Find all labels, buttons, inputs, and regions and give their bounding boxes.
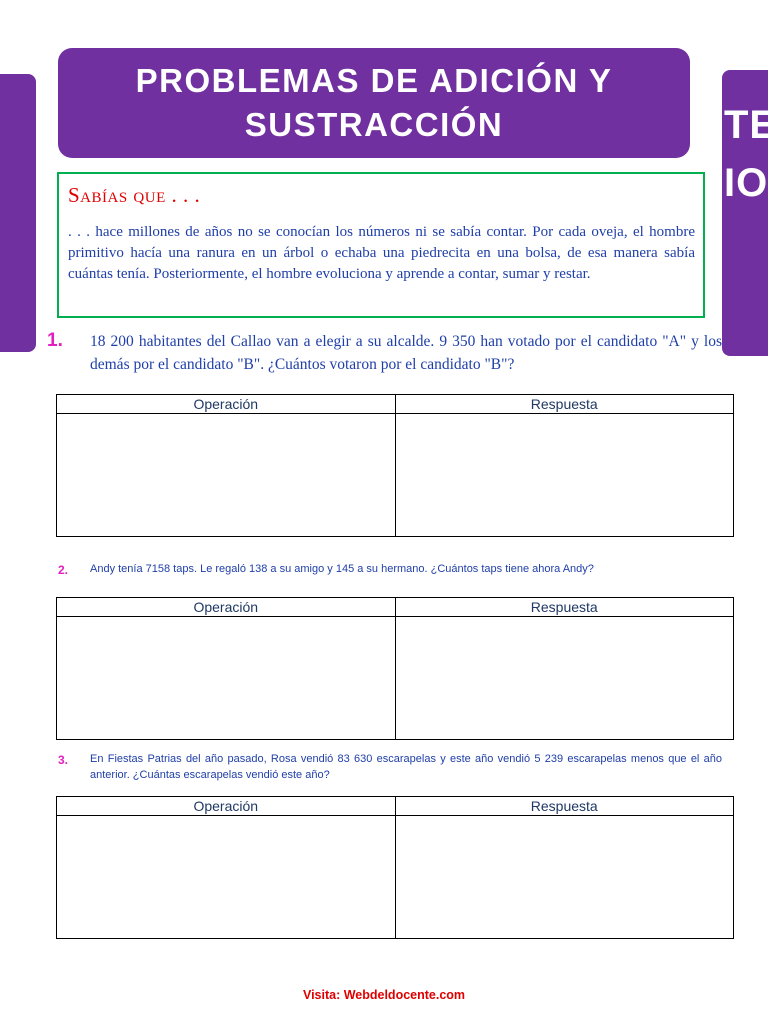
problem-2-text: Andy tenía 7158 taps. Le regaló 138 a su amigo y 145 a su hermano. ¿Cuántos taps tiene ahora Andy? <box>90 563 594 575</box>
right-side-bar <box>722 70 777 356</box>
problem-3-number: 3. <box>58 753 69 767</box>
page-title: PROBLEMAS DE ADICIÓN Y SUSTRACCIÓN <box>135 62 613 143</box>
problem-1-number: 1. <box>47 330 63 351</box>
answer-cell[interactable] <box>395 617 734 740</box>
problem-1-text: 18 200 habitantes del Callao van a elegir a su alcalde. 9 350 han votado por el candidato "A" y los demás por el candidato "B". ¿Cuántos votaron por el candidato "B"? <box>90 333 722 373</box>
operation-header: Operación <box>57 598 396 617</box>
footer-website: Visita: Webdeldocente.com <box>302 988 466 1002</box>
answer-header: Respuesta <box>395 598 734 617</box>
operation-header: Operación <box>57 797 396 816</box>
operation-cell[interactable] <box>57 816 396 939</box>
answer-table-2 <box>56 597 734 740</box>
answer-header: Respuesta <box>395 797 734 816</box>
sabias-que-box <box>57 172 705 318</box>
sabias-que-title: Sabías que . . . <box>68 183 201 207</box>
answer-cell[interactable] <box>395 816 734 939</box>
operation-header: Operación <box>57 395 396 414</box>
answer-table-1 <box>56 394 734 537</box>
answer-table-3 <box>56 796 734 939</box>
title-banner <box>58 48 690 158</box>
problem-2-number: 2. <box>58 563 69 577</box>
left-side-bar <box>0 74 36 352</box>
operation-cell[interactable] <box>57 414 396 537</box>
answer-cell[interactable] <box>395 414 734 537</box>
sabias-que-text: . . . hace millones de años no se conocían los números ni se sabía contar. Por cada oveja, el hombre primitivo hacía una ranura en un árbol o echaba una piedrecita en una bolsa, de esa manera sabía cuántas tenía. Posteriormente, el hombre evoluciona y aprende a contar, sumar y restar. <box>68 224 695 282</box>
answer-header: Respuesta <box>395 395 734 414</box>
operation-cell[interactable] <box>57 617 396 740</box>
right-side-bar-text: TE IO <box>724 103 777 205</box>
problem-3-text: En Fiestas Patrias del año pasado, Rosa vendió 83 630 escarapelas y este año vendió 5 239 escarapelas menos que el año anterior. ¿Cuántas escarapelas vendió este año? <box>90 753 722 781</box>
